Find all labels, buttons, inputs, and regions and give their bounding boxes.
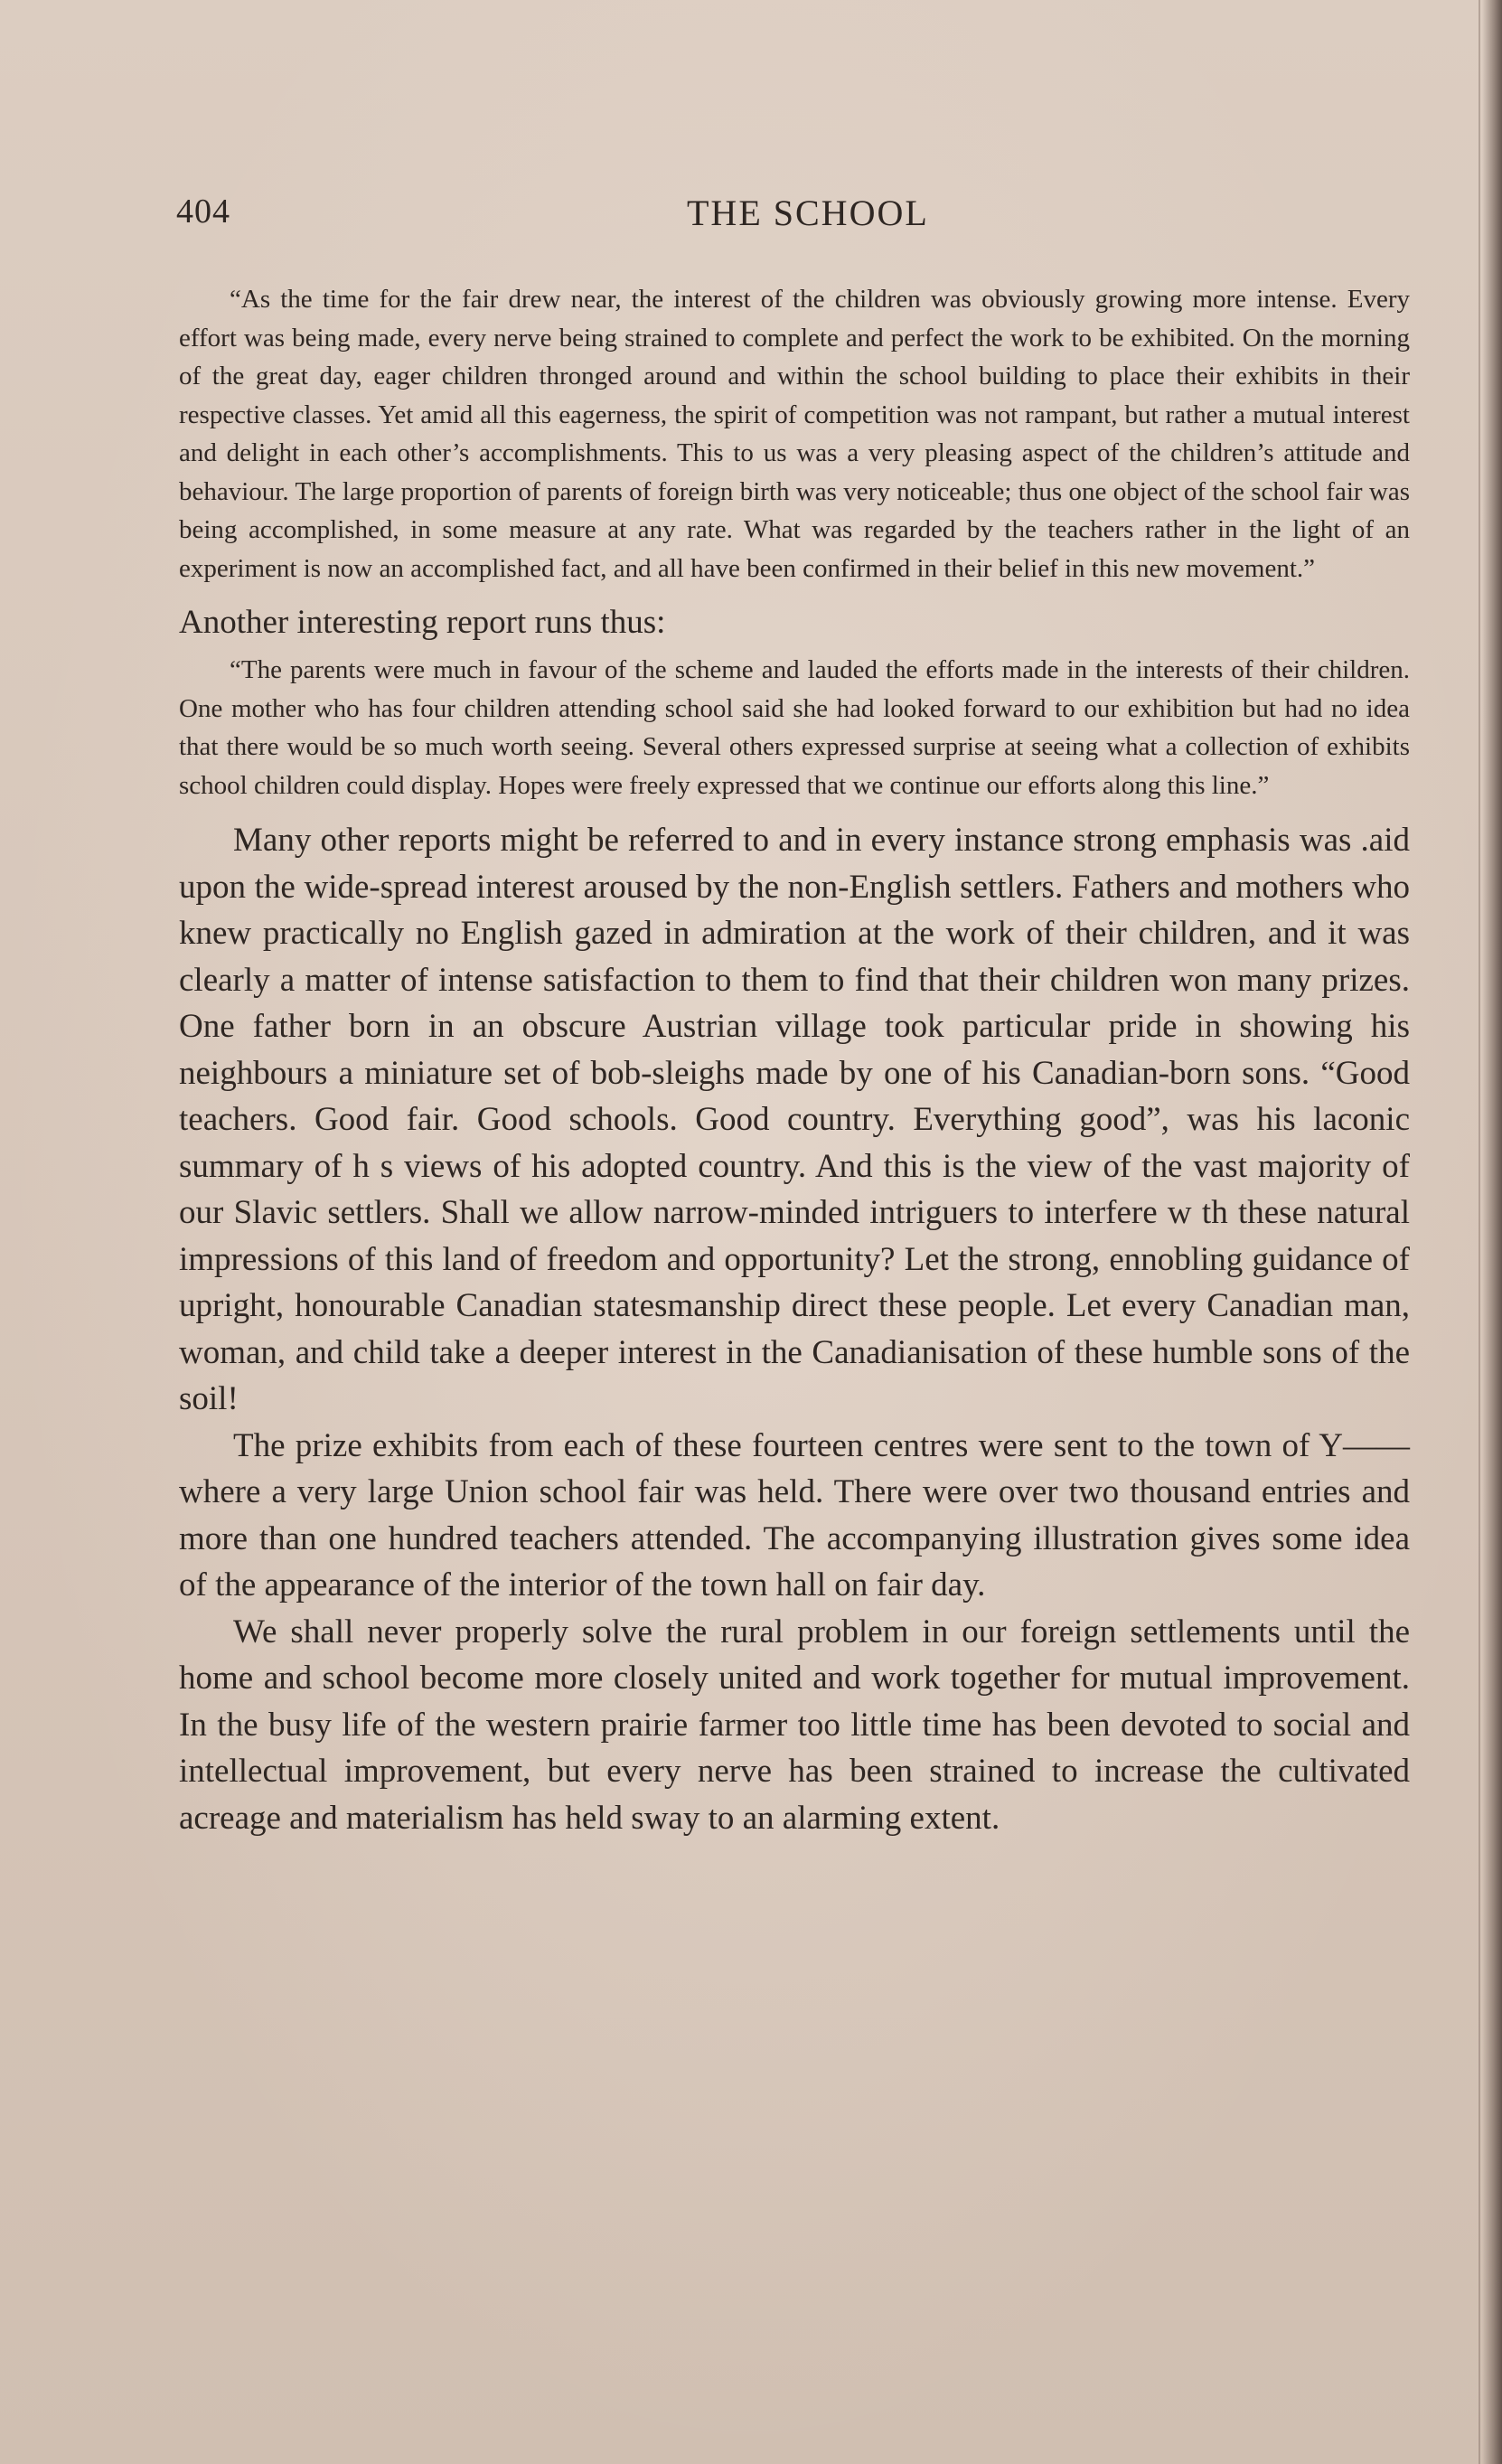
page-edge-line bbox=[1479, 0, 1480, 2464]
body-paragraph: The prize exhibits from each of these fourteen centres were sent to the town of Y—— where a very large Union school fair was held. There were over two thousand entries and more than one hundred teachers attended. The accompanying illustration gives some idea of the appearance of the interior of the town hall on fair day. bbox=[179, 1426, 1410, 1603]
page-number: 404 bbox=[176, 193, 230, 230]
quote-paragraph: “The parents were much in favour of the scheme and lauded the efforts made in the interests of their children. One mother who has four children attending school said she had looked forward to our exhibition but had no idea that there would be so much worth seeing. Several others expressed surprise at seeing what a collection of exhibits school children could display. Hopes were freely expressed that we continue our efforts along this line.” bbox=[179, 655, 1410, 800]
body-paragraph: Many other reports might be referred to and in every instance strong emphasis was .aid upon the wide-spread interest aroused by the non-English settlers. Fathers and mothers who knew practically no English gazed in admiration at the work of their children, and it was clearly a matter of intense satisfaction to them to find that their children won many prizes. One father born in an obscure Austrian village took particular pride in showing his neighbours a miniature set of bob-sleighs made by one of his Canadian-born sons. “Good teachers. Good fair. Good schools. Good country. Everything good”, was his laconic summary of h s views of his adopted country. And this is the view of the vast majority of our Slavic settlers. Shall we allow narrow-minded intriguers to interfere w th these natural impressions of this land of freedom and opportunity? Let the strong, ennobling guidance of upright, honourable Canadian statesmanship direct these people. Let every Canadian man, woman, and child take a deeper interest in the Canadianisation of these humble sons of the soil! bbox=[179, 822, 1410, 1417]
report-intro-line: Another interesting report runs thus: bbox=[179, 604, 666, 641]
quoted-report-2 bbox=[179, 651, 1410, 804]
running-title: THE SCHOOL bbox=[687, 193, 929, 233]
quote-paragraph: “As the time for the fair drew near, the interest of the children was obviously growing more intense. Every effort was being made, every nerve being strained to complete and perfect the work to be exhibited. On the morning of the great day, eager children thronged around and within the school building to place their exhibits in their respective classes. Yet amid all this eagerness, the spirit of competition was not rampant, but rather a mutual interest and delight in each other’s accomplishments. This to us was a very pleasing aspect of the children’s attitude and behaviour. The large proportion of parents of foreign birth was very noticeable; thus one object of the school fair was being accomplished, in some measure at any rate. What was regarded by the teachers rather in the light of an experiment is now an accomplished fact, and all have been confirmed in their belief in this new movement.” bbox=[179, 285, 1410, 583]
page-content bbox=[179, 280, 1410, 1841]
quoted-report-1 bbox=[179, 280, 1410, 588]
page-edge-shadow bbox=[1482, 0, 1502, 2464]
page-header bbox=[176, 192, 1410, 237]
body-text bbox=[179, 817, 1410, 1841]
body-paragraph: We shall never properly solve the rural problem in our foreign settlements until the home and school become more closely united and work together for mutual improvement. In the busy life of the western prairie farmer too little time has been devoted to social and intellectual improvement, but every nerve has been strained to increase the cultivated acreage and materialism has held sway to an alarming extent. bbox=[179, 1613, 1410, 1837]
